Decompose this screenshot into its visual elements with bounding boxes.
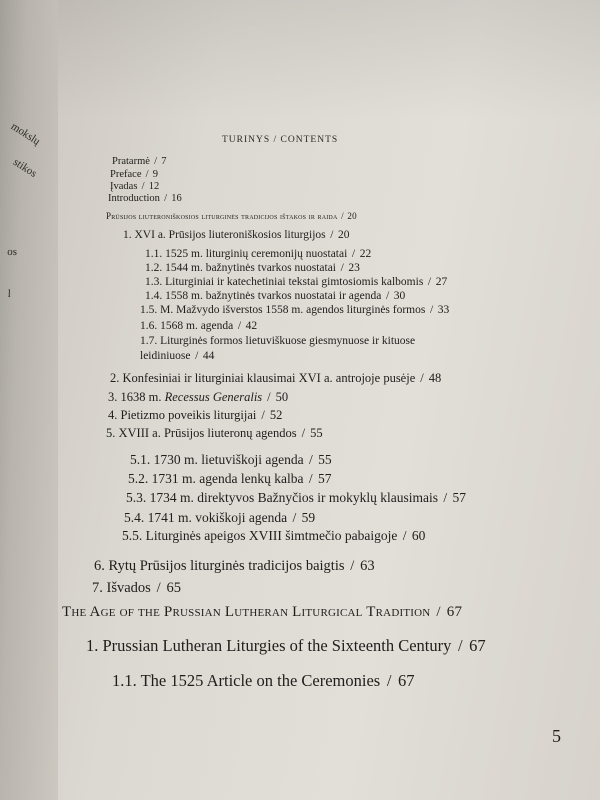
toc-entry-title: 1.5. M. Mažvydo išverstos 1558 m. agendos liturginės formos	[140, 304, 426, 316]
toc-entry: 7. Išvados / 65	[92, 580, 181, 596]
toc-entry-title: Įvadas	[110, 181, 138, 192]
toc-entry-title: 1.4. 1558 m. bažnytinės tvarkos nuostatai ir agenda	[145, 290, 382, 302]
toc-entry-title: 6. Rytų Prūsijos liturginės tradicijos baigtis	[94, 558, 345, 574]
toc-subentry	[140, 335, 415, 347]
toc-entry-page: 60	[411, 528, 426, 543]
toc-entry-title: The Age of the Prussian Lutheran Liturgical Tradition	[62, 604, 431, 620]
toc-entry-title: 4. Pietizmo poveikis liturgijai	[108, 408, 257, 422]
toc-entry-title: 1.7. Liturginės formos lietuviškuose giesmynuose ir kituose	[140, 335, 416, 347]
toc-entry-page: 59	[301, 510, 316, 525]
toc-entry-page: 63	[360, 558, 375, 574]
toc-entry-page: 67	[469, 636, 486, 655]
toc-part-heading: The Age of the Prussian Lutheran Liturgical Tradition / 67	[62, 604, 463, 620]
toc-entry-page: 48	[428, 371, 442, 385]
toc-entry-title: 5.4. 1741 m. vokiškoji agenda	[124, 510, 288, 525]
toc-subentry: 5.1. 1730 m. lietuviškoji agenda / 55	[130, 452, 332, 467]
toc-entry-title: Introduction	[108, 193, 160, 204]
page-number: 5	[552, 726, 561, 746]
toc-entry-title-italic: Recessus Generalis	[164, 390, 263, 404]
toc-entry-page: 67	[398, 671, 415, 690]
toc-entry-page: 65	[166, 580, 181, 596]
toc-entry: 1. XVI a. Prūsijos liuteroniškosios liturgijos / 20	[123, 229, 350, 241]
toc-entry-page: 50	[275, 390, 289, 404]
back-page-fragment: os	[6, 246, 18, 258]
toc-entry-page: 44	[202, 350, 215, 362]
toc-entry-page: 20	[347, 211, 357, 221]
toc-entry: 3. 1638 m. Recessus Generalis / 50	[108, 390, 289, 404]
toc-entry-page: 67	[446, 604, 463, 620]
toc-subentry: 5.4. 1741 m. vokiškoji agenda / 59	[124, 510, 316, 525]
toc-entry-title: leidiniuose	[140, 350, 191, 362]
toc-entry-page: 27	[435, 276, 448, 288]
toc-entry-title: 5.5. Liturginės apeigos XVIII šimtmečio pabaigoje	[122, 528, 398, 543]
toc-entry-title: 1.6. 1568 m. agenda	[140, 320, 234, 332]
back-page-fragment: l	[7, 288, 11, 300]
toc-entry: 2. Konfesiniai ir liturginiai klausimai XVI a. antrojoje pusėje / 48	[110, 371, 442, 385]
page-shadow	[58, 0, 600, 120]
toc-entry: Įvadas / 12	[110, 181, 160, 192]
toc-entry-page: 16	[171, 193, 182, 204]
toc-entry-page: 22	[359, 248, 372, 260]
toc-entry-page: 57	[452, 490, 467, 505]
toc-entry-title: 1. XVI a. Prūsijos liuteroniškosios liturgijos	[123, 229, 326, 241]
toc-entry-page: 57	[318, 471, 332, 486]
toc-heading: TURINYS / CONTENTS	[222, 135, 339, 145]
toc-subentry: 1.1. 1525 m. liturginių ceremonijų nuostatai / 22	[145, 248, 372, 260]
toc-subentry: 1.2. 1544 m. bažnytinės tvarkos nuostatai / 23	[145, 262, 360, 274]
toc-entry-page: 30	[393, 290, 406, 302]
toc-entry: Pratarmė / 7	[112, 156, 167, 167]
toc-entry: Preface / 9	[110, 169, 159, 180]
toc-entry-title: 7. Išvados	[92, 580, 151, 596]
toc-entry-page: 33	[437, 304, 450, 316]
toc-subentry: 1.1. The 1525 Article on the Ceremonies / 67	[112, 671, 415, 690]
back-page-fragment: stikos	[10, 156, 39, 180]
toc-subentry-continuation: leidiniuose / 44	[140, 350, 215, 362]
toc-entry-page: 55	[310, 426, 323, 440]
toc-entry-title: 2. Konfesiniai ir liturginiai klausimai XVI a. antrojoje pusėje	[110, 371, 416, 385]
toc-subentry: 5.2. 1731 m. agenda lenkų kalba / 57	[128, 471, 332, 486]
toc-entry-title: Prūsijos liuteroniškosios liturginės tradicijos ištakos ir raida	[106, 211, 338, 221]
toc-entry-page: 12	[148, 181, 160, 192]
toc-entry-page: 55	[318, 452, 332, 467]
toc-entry-title: 3. 1638 m.	[108, 390, 162, 404]
toc-part-heading: Prūsijos liuteroniškosios liturginės tradicijos ištakos ir raida / 20	[106, 211, 357, 221]
toc-entry-title: 1.3. Liturginiai ir katechetiniai tekstai gimtosiomis kalbomis	[145, 276, 424, 288]
toc-subentry: 5.5. Liturginės apeigos XVIII šimtmečio pabaigoje / 60	[122, 528, 426, 543]
toc-entry-title: 5. XVIII a. Prūsijos liuteronų agendos	[106, 426, 297, 440]
toc-subentry: 1.5. M. Mažvydo išverstos 1558 m. agendos liturginės formos / 33	[140, 304, 450, 316]
toc-subentry: 1.6. 1568 m. agenda / 42	[140, 320, 258, 332]
toc-entry: 4. Pietizmo poveikis liturgijai / 52	[108, 408, 283, 422]
toc-entry-title: 1.1. The 1525 Article on the Ceremonies	[112, 671, 381, 690]
toc-entry-title: Pratarmė	[112, 156, 150, 167]
toc-entry: Introduction / 16	[108, 193, 182, 204]
toc-entry: 6. Rytų Prūsijos liturginės tradicijos baigtis / 63	[94, 558, 375, 574]
toc-entry-title: 1.1. 1525 m. liturginių ceremonijų nuostatai	[145, 248, 348, 260]
toc-entry-title: 1. Prussian Lutheran Liturgies of the Sixteenth Century	[86, 636, 452, 655]
toc-entry-page: 20	[338, 229, 350, 241]
toc-entry-title: 5.3. 1734 m. direktyvos Bažnyčios ir mokyklų klausimais	[126, 490, 438, 505]
toc-entry-title: 1.2. 1544 m. bažnytinės tvarkos nuostatai	[145, 262, 336, 274]
toc-entry-page: 52	[269, 408, 283, 422]
toc-entry-page: 7	[161, 156, 167, 167]
toc-subentry: 1.4. 1558 m. bažnytinės tvarkos nuostatai ir agenda / 30	[145, 290, 406, 302]
toc-subentry: 1.3. Liturginiai ir katechetiniai tekstai gimtosiomis kalbomis / 27	[145, 276, 448, 288]
back-page-fragment: mokslų	[8, 120, 43, 148]
toc-entry: 1. Prussian Lutheran Liturgies of the Sixteenth Century / 67	[86, 636, 486, 655]
toc-entry-page: 23	[348, 262, 360, 274]
toc-entry: 5. XVIII a. Prūsijos liuteronų agendos / 55	[106, 426, 323, 440]
toc-entry-title: Preface	[110, 169, 142, 180]
toc-entry-page: 9	[152, 169, 159, 180]
toc-entry-title: 5.2. 1731 m. agenda lenkų kalba	[128, 471, 304, 486]
toc-entry-title: 5.1. 1730 m. lietuviškoji agenda	[130, 452, 304, 467]
toc-entry-page: 42	[245, 320, 258, 332]
toc-subentry: 5.3. 1734 m. direktyvos Bažnyčios ir mokyklų klausimais / 57	[126, 490, 467, 505]
